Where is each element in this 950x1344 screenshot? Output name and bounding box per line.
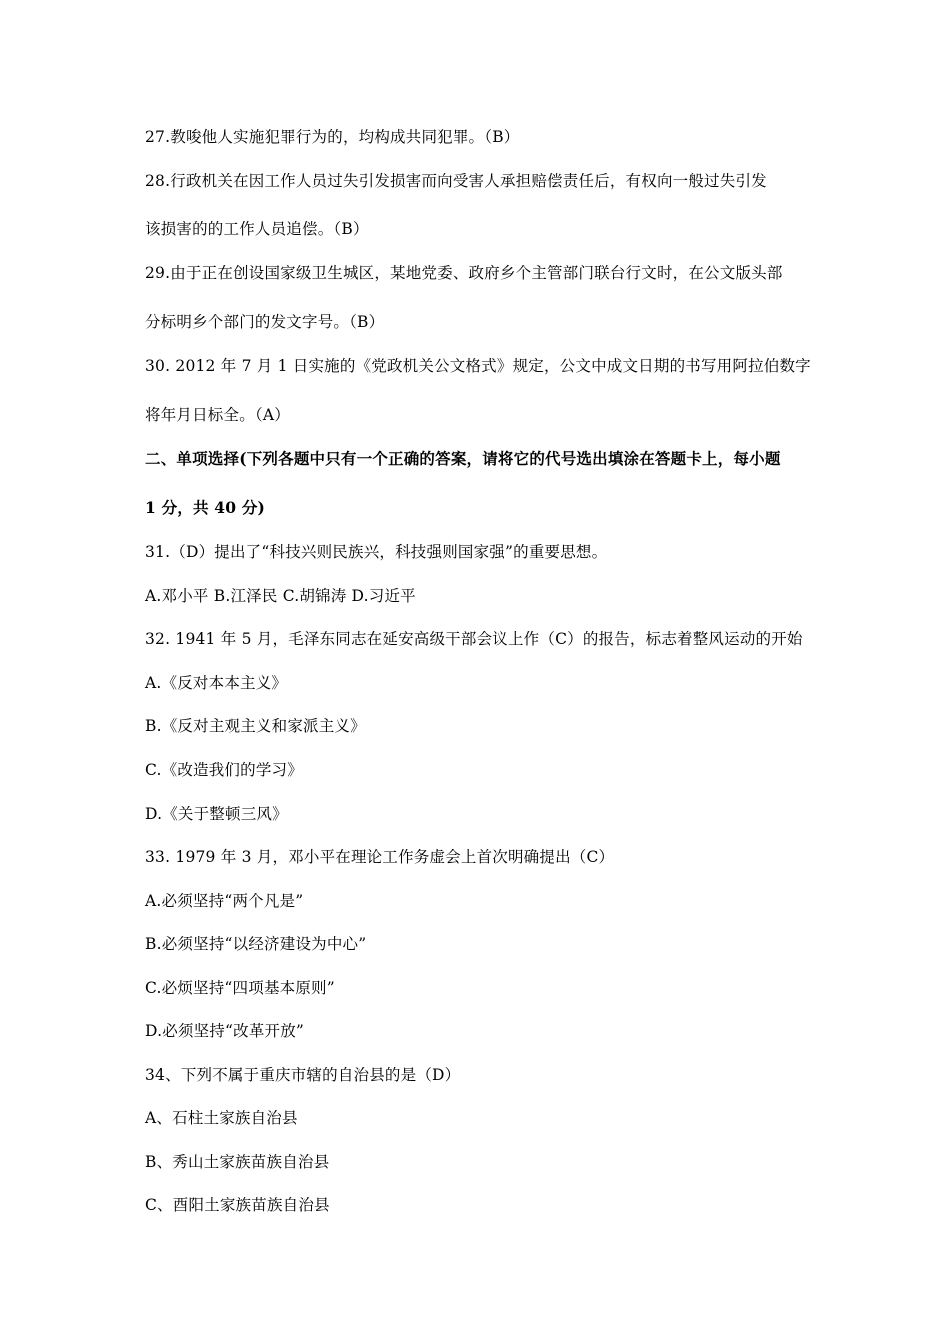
- q33-option-b: B.必须坚持“以经济建设为中心”: [145, 935, 367, 953]
- q28-text-line1: 28.行政机关在因工作人员过失引发损害而向受害人承担赔偿责任后，有权向一般过失引发: [145, 172, 767, 190]
- section-heading-line1: 二、单项选择(下列各题中只有一个正确的答案，请将它的代号选出填涂在答题卡上，每小题: [145, 449, 781, 468]
- q32-option-a: A.《反对本本主义》: [145, 674, 288, 692]
- q32-option-d: D.《关于整顿三风》: [145, 805, 288, 823]
- q30-text-line1: 30. 2012 年 7 月 1 日实施的《党政机关公文格式》规定，公文中成文日期的书写用阿拉伯数字: [145, 357, 811, 375]
- q33-option-d: D.必须坚持“改革开放”: [145, 1022, 305, 1040]
- q29-text-line2: 分标明乡个部门的发文字号。（B）: [145, 313, 385, 331]
- q29-text-line1: 29.由于正在创设国家级卫生城区，某地党委、政府乡个主管部门联台行文时，在公文版头部: [145, 264, 783, 282]
- q33-option-a: A.必须坚持“两个凡是”: [145, 892, 304, 910]
- q34-option-b: B、秀山土家族苗族自治县: [145, 1153, 330, 1171]
- q34-option-a: A、石柱土家族自治县: [145, 1109, 298, 1127]
- q30-text-line2: 将年月日标全。（A）: [145, 406, 290, 424]
- q34-option-c: C、酉阳土家族苗族自治县: [145, 1196, 330, 1214]
- q32-text: 32. 1941 年 5 月，毛泽东同志在延安高级干部会议上作（C）的报告，标志着整风运动的开始: [145, 630, 803, 648]
- q32-option-b: B.《反对主观主义和家派主义》: [145, 717, 366, 735]
- q28-text-line2: 该损害的的工作人员追偿。（B）: [145, 220, 369, 238]
- q27-text: 27.教唆他人实施犯罪行为的，均构成共同犯罪。（B）: [145, 128, 520, 146]
- q33-text: 33. 1979 年 3 月，邓小平在理论工作务虚会上首次明确提出（C）: [145, 848, 615, 866]
- q31-text: 31.（D）提出了“科技兴则民族兴，科技强则国家强”的重要思想。: [145, 543, 608, 561]
- q34-text: 34、下列不属于重庆市辖的自治县的是（D）: [145, 1066, 461, 1084]
- section-heading-line2: 1 分，共 40 分): [145, 498, 266, 517]
- q31-options: A.邓小平 B.江泽民 C.胡锦涛 D.习近平: [145, 587, 416, 605]
- q32-option-c: C.《改造我们的学习》: [145, 761, 303, 779]
- q33-option-c: C.必烦坚持“四项基本原则”: [145, 979, 335, 997]
